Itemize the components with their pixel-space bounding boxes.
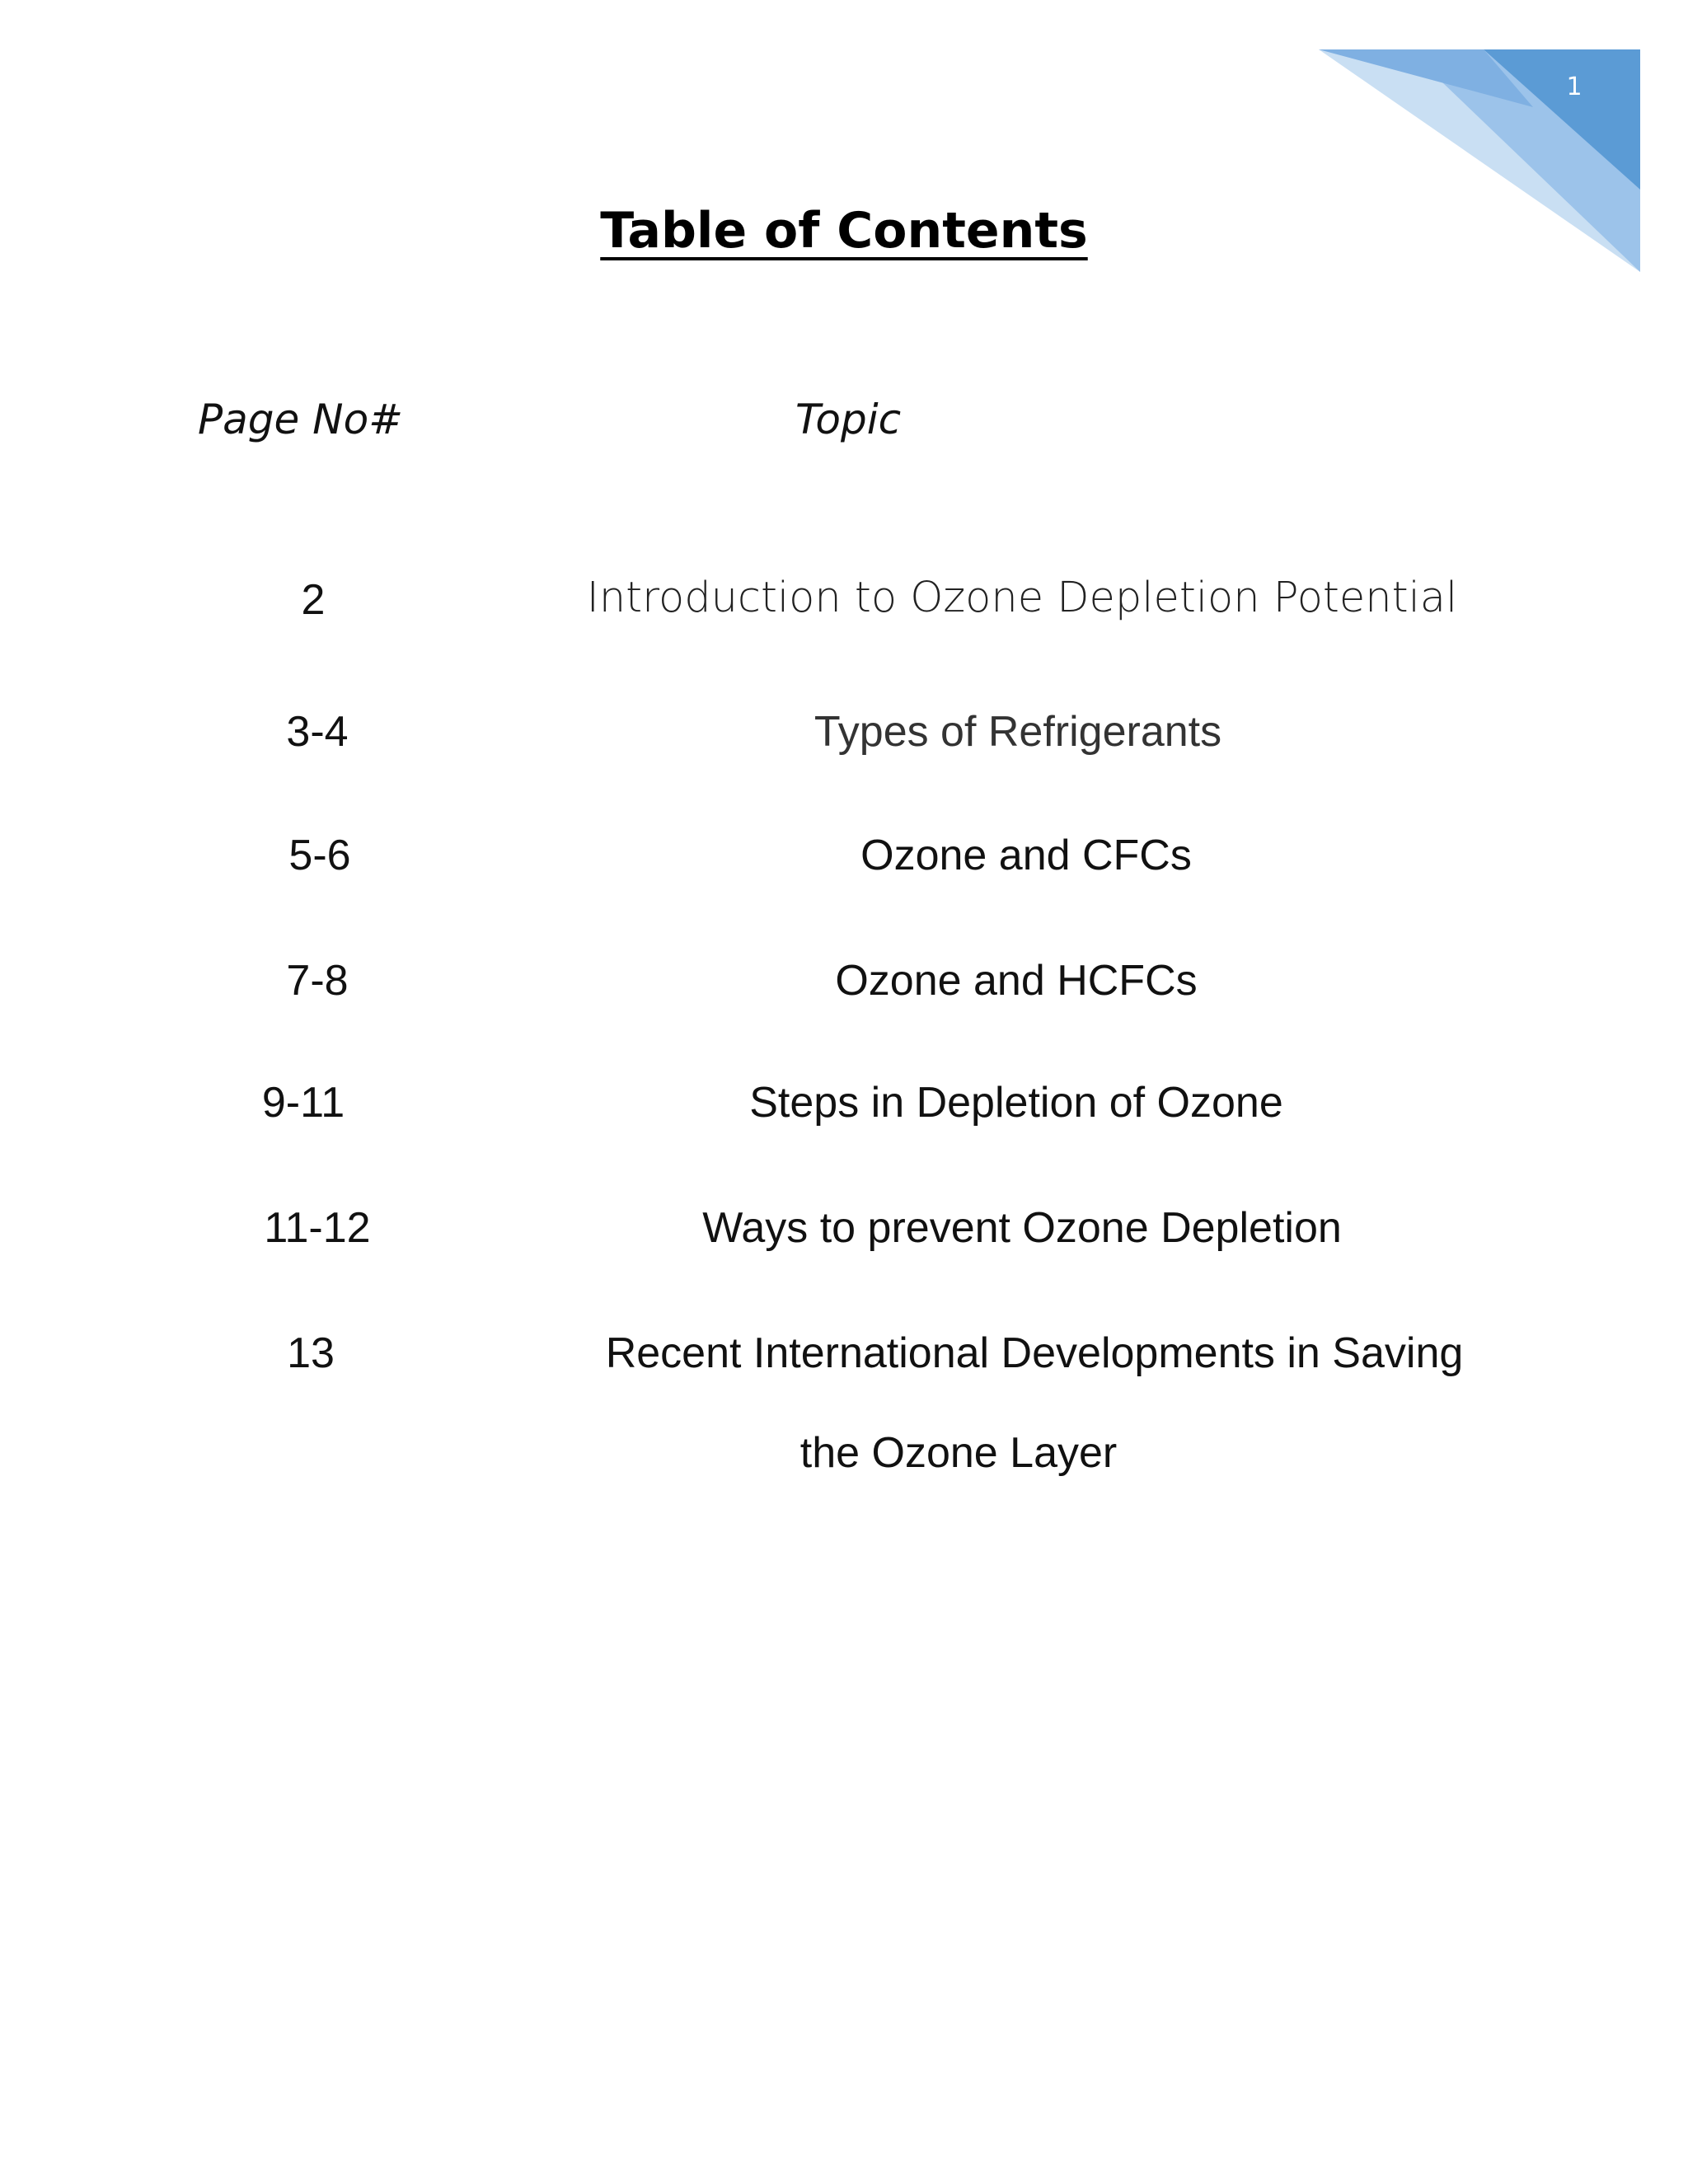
toc-page-number: 3-4 <box>286 708 349 756</box>
page-number: 1 <box>1566 73 1582 101</box>
toc-topic: Ozone and CFCs <box>860 832 1192 879</box>
column-header-page: Page No# <box>198 396 404 443</box>
toc-page-number: 9-11 <box>261 1079 345 1127</box>
toc-page-number: 5-6 <box>288 832 351 879</box>
toc-page-number: 11-12 <box>264 1204 371 1252</box>
toc-topic: Ways to prevent Ozone Depletion <box>702 1204 1342 1252</box>
toc-topic-continuation: the Ozone Layer <box>799 1429 1118 1477</box>
toc-page-number: 13 <box>287 1329 335 1377</box>
toc-topic: Introduction to Ozone Depletion Potential <box>586 574 1458 622</box>
page-title <box>0 202 1688 260</box>
toc-topic: Ozone and HCFCs <box>835 957 1198 1005</box>
toc-topic: Types of Refrigerants <box>814 708 1222 756</box>
toc-page-number: 2 <box>301 576 326 624</box>
toc-topic: Recent International Developments in Saving <box>605 1329 1464 1377</box>
page-title-text: Table of Contents <box>600 202 1088 260</box>
toc-topic: Steps in Depletion of Ozone <box>749 1079 1283 1127</box>
column-header-topic: Topic <box>795 396 902 443</box>
toc-page-number: 7-8 <box>286 957 349 1005</box>
